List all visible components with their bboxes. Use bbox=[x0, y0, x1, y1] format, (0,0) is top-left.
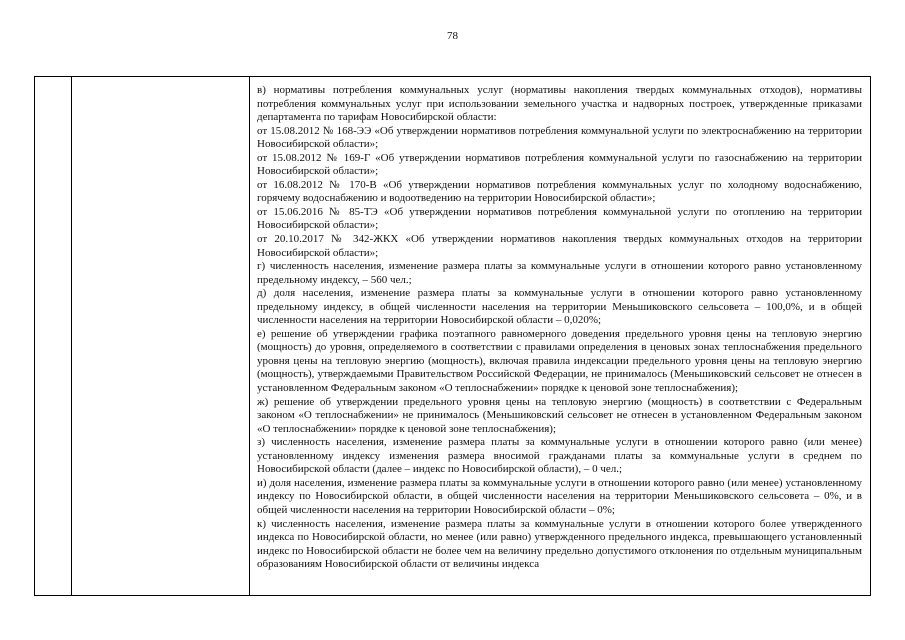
paragraph-order-342: от 20.10.2017 № 342-ЖКХ «Об утверждении нормативов накопления твердых коммунальных отходов на территории Новосибирской области»; bbox=[257, 233, 862, 259]
column-divider-2 bbox=[249, 77, 250, 595]
paragraph-z: з) численность населения, изменение размера платы за коммунальные услуги в отношении которого равно (или менее) установленному индексу изменения размера вносимой гражданами платы за коммунальные услуги в среднем по Новосибирской области (далее – индекс по Новосибирской области), – 0 чел.; bbox=[257, 436, 862, 476]
paragraph-e: е) решение об утверждении графика поэтапного равномерного доведения предельного уровня цены на тепловую энергию (мощность) до уровня, определяемого в соответствии с правилами определения в ценовых зонах теплоснабжения предельного уровня цены на тепловую энергию (мощность), включая правила индексации предельного уровня цены на тепловую энергию (мощность), утверждаемыми Правительством Российской Федерации, не принималось (Меньшиковский сельсовет не отнесен в установленном Федеральным законом «О теплоснабжении» порядке к ценовой зоне теплоснабжения); bbox=[257, 327, 862, 395]
paragraph-d: д) доля населения, изменение размера платы за коммунальные услуги в отношении которого равно установленному предельному индексу, в общей численности населения на территории Меньшиковского сельсовета – 100,0%, и в общей численности населения на территории Новосибирской области – 0,020%; bbox=[257, 287, 862, 327]
paragraph-order-168: от 15.08.2012 № 168-ЭЭ «Об утверждении нормативов потребления коммунальной услуги по электроснабжению на территории Новосибирской области»; bbox=[257, 124, 862, 151]
document-table bbox=[34, 76, 871, 596]
column-divider-1 bbox=[71, 77, 72, 595]
paragraph-zh: ж) решение об утверждении предельного уровня цены на тепловую энергию (мощность) в соответствии с Федеральным законом «О теплоснабжении» не принималось (Меньшиковский сельсовет не отнесен в установленном Федеральным законом «О теплоснабжении» порядке к ценовой зоне теплоснабжения); bbox=[257, 395, 862, 435]
paragraph-g: г) численность населения, изменение размера платы за коммунальные услуги в отношении которого равно установленному предельному индексу, – 560 чел.; bbox=[257, 260, 862, 286]
paragraph-order-85: от 15.06.2016 № 85-ТЭ «Об утверждении нормативов потребления коммунальной услуги по отоплению на территории Новосибирской области»; bbox=[257, 205, 862, 232]
paragraph-i: и) доля населения, изменение размера платы за коммунальные услуги в отношении которого равно (или менее) установленному индексу по Новосибирской области, в общей численности населения на территории Меньшиковского сельсовета – 0%, и в общей численности населения на территории Новосибирской области – 0%; bbox=[257, 476, 862, 516]
text-cell bbox=[257, 84, 862, 572]
page-number: 78 bbox=[447, 30, 458, 42]
paragraph-k: к) численность населения, изменение размера платы за коммунальные услуги в отношении которого более утвержденного индекса по Новосибирской области, но менее (или равно) утвержденного предельного индекса, превышающего установленный индекс по Новосибирской области не более чем на величину предельно допустимого отклонения по отдельным муниципальным образованиям Новосибирской области от величины индекса bbox=[257, 517, 862, 571]
paragraph-order-169: от 15.08.2012 № 169-Г «Об утверждении нормативов потребления коммунальной услуги по газоснабжению на территории Новосибирской области»; bbox=[257, 151, 862, 178]
paragraph-order-170: от 16.08.2012 № 170-В «Об утверждении нормативов потребления коммунальных услуг по холодному водоснабжению, горячему водоснабжению и водоотведению на территории Новосибирской области»; bbox=[257, 178, 862, 205]
paragraph-v: в) нормативы потребления коммунальных услуг (нормативы накопления твердых коммунальных отходов), нормативы потребления коммунальных услуг при использовании земельного участка и надворных построек, утвержденные приказами департамента по тарифам Новосибирской области: bbox=[257, 84, 862, 124]
